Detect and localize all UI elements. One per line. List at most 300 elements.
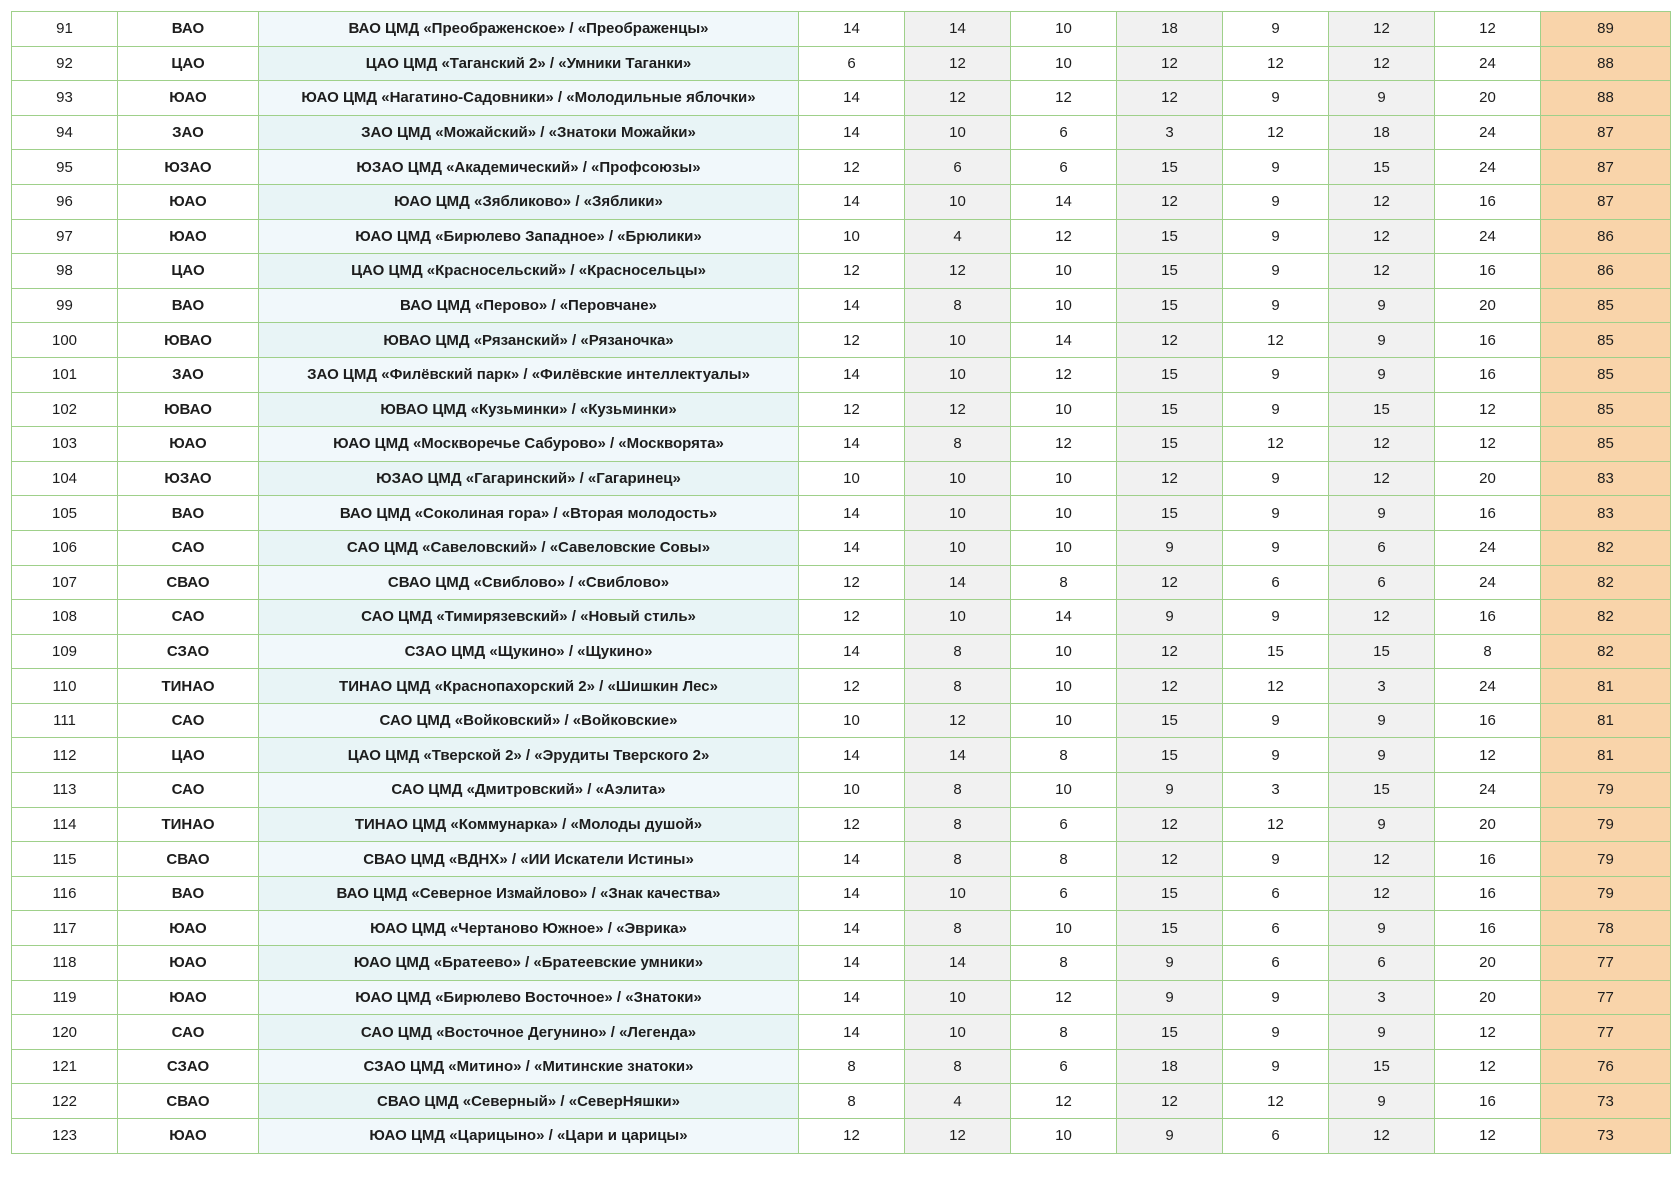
- table-row: [12, 980, 1671, 1015]
- score-cell-6: 12: [1329, 1119, 1435, 1154]
- row-number-cell: 115: [12, 842, 118, 877]
- score-cell-4: 15: [1117, 496, 1223, 531]
- score-cell-7: 12: [1435, 738, 1541, 773]
- total-score-cell: 76: [1541, 1049, 1671, 1084]
- team-name-cell: ВАО ЦМД «Преображенское» / «Преображенцы»: [259, 12, 799, 47]
- score-cell-1: 14: [799, 288, 905, 323]
- team-name-cell: ЮВАО ЦМД «Рязанский» / «Рязаночка»: [259, 323, 799, 358]
- row-number-cell: 91: [12, 12, 118, 47]
- score-cell-4: 9: [1117, 530, 1223, 565]
- score-cell-6: 15: [1329, 773, 1435, 808]
- score-cell-3: 6: [1011, 1049, 1117, 1084]
- score-cell-5: 15: [1223, 634, 1329, 669]
- score-cell-3: 10: [1011, 288, 1117, 323]
- score-cell-6: 6: [1329, 530, 1435, 565]
- table-row: [12, 115, 1671, 150]
- score-cell-7: 20: [1435, 980, 1541, 1015]
- total-score-cell: 87: [1541, 115, 1671, 150]
- score-cell-2: 8: [905, 807, 1011, 842]
- team-name-cell: ЮЗАО ЦМД «Гагаринский» / «Гагаринец»: [259, 461, 799, 496]
- team-name-cell: ВАО ЦМД «Северное Измайлово» / «Знак качества»: [259, 876, 799, 911]
- score-cell-3: 8: [1011, 842, 1117, 877]
- total-score-cell: 79: [1541, 842, 1671, 877]
- score-cell-1: 14: [799, 634, 905, 669]
- score-cell-5: 9: [1223, 530, 1329, 565]
- score-cell-7: 20: [1435, 81, 1541, 116]
- score-cell-1: 14: [799, 81, 905, 116]
- score-cell-1: 14: [799, 1015, 905, 1050]
- table-row: [12, 773, 1671, 808]
- score-cell-3: 8: [1011, 738, 1117, 773]
- score-cell-4: 12: [1117, 807, 1223, 842]
- row-number-cell: 116: [12, 876, 118, 911]
- district-cell: ЦАО: [118, 738, 259, 773]
- score-cell-7: 24: [1435, 150, 1541, 185]
- score-cell-4: 12: [1117, 46, 1223, 81]
- score-cell-5: 9: [1223, 600, 1329, 635]
- team-name-cell: ЮАО ЦМД «Братеево» / «Братеевские умники»: [259, 946, 799, 981]
- score-cell-2: 14: [905, 565, 1011, 600]
- score-cell-4: 12: [1117, 461, 1223, 496]
- team-name-cell: ТИНАО ЦМД «Коммунарка» / «Молоды душой»: [259, 807, 799, 842]
- score-cell-5: 9: [1223, 738, 1329, 773]
- score-cell-6: 12: [1329, 600, 1435, 635]
- score-cell-5: 6: [1223, 1119, 1329, 1154]
- score-cell-7: 16: [1435, 323, 1541, 358]
- score-cell-3: 10: [1011, 911, 1117, 946]
- score-cell-3: 10: [1011, 530, 1117, 565]
- score-cell-4: 15: [1117, 876, 1223, 911]
- score-cell-3: 6: [1011, 876, 1117, 911]
- total-score-cell: 85: [1541, 323, 1671, 358]
- score-cell-5: 9: [1223, 357, 1329, 392]
- team-name-cell: ЗАО ЦМД «Можайский» / «Знатоки Можайки»: [259, 115, 799, 150]
- total-score-cell: 87: [1541, 184, 1671, 219]
- score-cell-1: 12: [799, 565, 905, 600]
- score-cell-2: 12: [905, 1119, 1011, 1154]
- score-cell-7: 8: [1435, 634, 1541, 669]
- score-cell-3: 10: [1011, 254, 1117, 289]
- table-row: [12, 46, 1671, 81]
- row-number-cell: 117: [12, 911, 118, 946]
- score-cell-1: 10: [799, 703, 905, 738]
- score-cell-2: 4: [905, 1084, 1011, 1119]
- total-score-cell: 81: [1541, 703, 1671, 738]
- team-name-cell: ЮЗАО ЦМД «Академический» / «Профсоюзы»: [259, 150, 799, 185]
- score-cell-4: 9: [1117, 1119, 1223, 1154]
- score-cell-7: 12: [1435, 427, 1541, 462]
- score-cell-5: 12: [1223, 669, 1329, 704]
- score-cell-1: 12: [799, 669, 905, 704]
- score-cell-1: 14: [799, 496, 905, 531]
- score-cell-3: 8: [1011, 1015, 1117, 1050]
- table-row: [12, 842, 1671, 877]
- score-cell-6: 9: [1329, 1084, 1435, 1119]
- score-cell-5: 9: [1223, 842, 1329, 877]
- score-cell-2: 10: [905, 115, 1011, 150]
- score-cell-2: 10: [905, 600, 1011, 635]
- score-cell-4: 12: [1117, 184, 1223, 219]
- score-cell-5: 9: [1223, 12, 1329, 47]
- district-cell: ЦАО: [118, 254, 259, 289]
- score-cell-6: 9: [1329, 703, 1435, 738]
- score-cell-2: 10: [905, 184, 1011, 219]
- score-cell-1: 14: [799, 876, 905, 911]
- score-cell-7: 20: [1435, 807, 1541, 842]
- score-cell-7: 20: [1435, 288, 1541, 323]
- row-number-cell: 118: [12, 946, 118, 981]
- team-name-cell: ЦАО ЦМД «Таганский 2» / «Умники Таганки»: [259, 46, 799, 81]
- district-cell: ЦАО: [118, 46, 259, 81]
- score-cell-6: 9: [1329, 323, 1435, 358]
- score-cell-1: 12: [799, 600, 905, 635]
- score-cell-4: 12: [1117, 842, 1223, 877]
- score-cell-6: 12: [1329, 427, 1435, 462]
- table-row: [12, 323, 1671, 358]
- team-name-cell: СЗАО ЦМД «Митино» / «Митинские знатоки»: [259, 1049, 799, 1084]
- row-number-cell: 112: [12, 738, 118, 773]
- team-name-cell: СВАО ЦМД «Свиблово» / «Свиблово»: [259, 565, 799, 600]
- total-score-cell: 86: [1541, 254, 1671, 289]
- team-name-cell: ВАО ЦМД «Перово» / «Перовчане»: [259, 288, 799, 323]
- district-cell: ЮВАО: [118, 323, 259, 358]
- score-cell-5: 9: [1223, 254, 1329, 289]
- score-cell-6: 6: [1329, 946, 1435, 981]
- district-cell: ЮЗАО: [118, 461, 259, 496]
- row-number-cell: 98: [12, 254, 118, 289]
- score-cell-5: 12: [1223, 115, 1329, 150]
- table-row: [12, 427, 1671, 462]
- score-cell-3: 12: [1011, 427, 1117, 462]
- score-cell-3: 8: [1011, 565, 1117, 600]
- total-score-cell: 81: [1541, 669, 1671, 704]
- score-cell-6: 15: [1329, 150, 1435, 185]
- table-row: [12, 357, 1671, 392]
- score-cell-1: 14: [799, 530, 905, 565]
- score-cell-6: 3: [1329, 980, 1435, 1015]
- score-cell-4: 15: [1117, 1015, 1223, 1050]
- score-cell-1: 8: [799, 1084, 905, 1119]
- team-name-cell: САО ЦМД «Тимирязевский» / «Новый стиль»: [259, 600, 799, 635]
- team-name-cell: ЮАО ЦМД «Царицыно» / «Цари и царицы»: [259, 1119, 799, 1154]
- score-cell-7: 12: [1435, 1049, 1541, 1084]
- score-cell-1: 12: [799, 150, 905, 185]
- score-cell-7: 24: [1435, 565, 1541, 600]
- row-number-cell: 113: [12, 773, 118, 808]
- total-score-cell: 77: [1541, 980, 1671, 1015]
- score-cell-4: 15: [1117, 254, 1223, 289]
- total-score-cell: 73: [1541, 1084, 1671, 1119]
- district-cell: САО: [118, 530, 259, 565]
- score-cell-2: 8: [905, 288, 1011, 323]
- team-name-cell: ЗАО ЦМД «Филёвский парк» / «Филёвские интеллектуалы»: [259, 357, 799, 392]
- district-cell: СВАО: [118, 565, 259, 600]
- team-name-cell: СВАО ЦМД «Северный» / «СеверНяшки»: [259, 1084, 799, 1119]
- score-cell-7: 16: [1435, 184, 1541, 219]
- team-name-cell: ЮАО ЦМД «Бирюлево Западное» / «Брюлики»: [259, 219, 799, 254]
- score-cell-2: 8: [905, 773, 1011, 808]
- score-cell-3: 14: [1011, 323, 1117, 358]
- table-row: [12, 807, 1671, 842]
- score-cell-7: 20: [1435, 946, 1541, 981]
- team-name-cell: САО ЦМД «Восточное Дегунино» / «Легенда»: [259, 1015, 799, 1050]
- table-row: [12, 669, 1671, 704]
- total-score-cell: 85: [1541, 427, 1671, 462]
- score-cell-4: 12: [1117, 669, 1223, 704]
- total-score-cell: 85: [1541, 392, 1671, 427]
- team-name-cell: ЮАО ЦМД «Нагатино-Садовники» / «Молодильные яблочки»: [259, 81, 799, 116]
- row-number-cell: 102: [12, 392, 118, 427]
- score-cell-1: 14: [799, 980, 905, 1015]
- team-name-cell: САО ЦМД «Савеловский» / «Савеловские Совы»: [259, 530, 799, 565]
- score-cell-7: 12: [1435, 1119, 1541, 1154]
- score-cell-7: 16: [1435, 357, 1541, 392]
- score-cell-6: 12: [1329, 184, 1435, 219]
- score-cell-2: 10: [905, 496, 1011, 531]
- total-score-cell: 81: [1541, 738, 1671, 773]
- row-number-cell: 99: [12, 288, 118, 323]
- total-score-cell: 77: [1541, 946, 1671, 981]
- table-row: [12, 738, 1671, 773]
- score-cell-2: 8: [905, 427, 1011, 462]
- score-cell-7: 24: [1435, 530, 1541, 565]
- total-score-cell: 85: [1541, 357, 1671, 392]
- row-number-cell: 101: [12, 357, 118, 392]
- score-cell-4: 15: [1117, 738, 1223, 773]
- row-number-cell: 93: [12, 81, 118, 116]
- district-cell: ЮАО: [118, 946, 259, 981]
- total-score-cell: 82: [1541, 600, 1671, 635]
- score-cell-6: 9: [1329, 911, 1435, 946]
- score-cell-2: 8: [905, 669, 1011, 704]
- score-cell-7: 24: [1435, 669, 1541, 704]
- score-cell-6: 9: [1329, 357, 1435, 392]
- row-number-cell: 106: [12, 530, 118, 565]
- total-score-cell: 77: [1541, 1015, 1671, 1050]
- district-cell: ЮАО: [118, 81, 259, 116]
- district-cell: СВАО: [118, 842, 259, 877]
- team-name-cell: ЮАО ЦМД «Чертаново Южное» / «Эврика»: [259, 911, 799, 946]
- score-cell-2: 12: [905, 81, 1011, 116]
- score-cell-2: 12: [905, 254, 1011, 289]
- score-cell-7: 16: [1435, 496, 1541, 531]
- score-cell-5: 9: [1223, 81, 1329, 116]
- team-name-cell: САО ЦМД «Дмитровский» / «Аэлита»: [259, 773, 799, 808]
- total-score-cell: 82: [1541, 565, 1671, 600]
- table-row: [12, 461, 1671, 496]
- total-score-cell: 83: [1541, 461, 1671, 496]
- score-cell-2: 12: [905, 703, 1011, 738]
- score-cell-3: 10: [1011, 773, 1117, 808]
- row-number-cell: 103: [12, 427, 118, 462]
- district-cell: СЗАО: [118, 634, 259, 669]
- score-cell-3: 10: [1011, 634, 1117, 669]
- score-cell-6: 12: [1329, 876, 1435, 911]
- score-cell-6: 15: [1329, 1049, 1435, 1084]
- district-cell: ЮЗАО: [118, 150, 259, 185]
- table-row: [12, 150, 1671, 185]
- row-number-cell: 92: [12, 46, 118, 81]
- district-cell: ЮВАО: [118, 392, 259, 427]
- row-number-cell: 120: [12, 1015, 118, 1050]
- score-cell-1: 6: [799, 46, 905, 81]
- score-cell-5: 12: [1223, 1084, 1329, 1119]
- score-cell-4: 18: [1117, 12, 1223, 47]
- total-score-cell: 82: [1541, 530, 1671, 565]
- team-name-cell: САО ЦМД «Войковский» / «Войковские»: [259, 703, 799, 738]
- score-cell-6: 12: [1329, 12, 1435, 47]
- row-number-cell: 100: [12, 323, 118, 358]
- row-number-cell: 119: [12, 980, 118, 1015]
- score-cell-1: 14: [799, 427, 905, 462]
- total-score-cell: 82: [1541, 634, 1671, 669]
- score-cell-2: 14: [905, 946, 1011, 981]
- score-cell-1: 12: [799, 392, 905, 427]
- row-number-cell: 110: [12, 669, 118, 704]
- row-number-cell: 109: [12, 634, 118, 669]
- score-cell-5: 12: [1223, 807, 1329, 842]
- score-cell-4: 15: [1117, 427, 1223, 462]
- score-cell-3: 12: [1011, 1084, 1117, 1119]
- score-cell-1: 14: [799, 911, 905, 946]
- table-row: [12, 600, 1671, 635]
- score-cell-3: 10: [1011, 392, 1117, 427]
- score-cell-7: 24: [1435, 115, 1541, 150]
- score-cell-3: 6: [1011, 807, 1117, 842]
- total-score-cell: 73: [1541, 1119, 1671, 1154]
- table-row: [12, 184, 1671, 219]
- score-cell-6: 12: [1329, 219, 1435, 254]
- score-cell-6: 18: [1329, 115, 1435, 150]
- score-cell-6: 9: [1329, 81, 1435, 116]
- total-score-cell: 86: [1541, 219, 1671, 254]
- score-cell-6: 6: [1329, 565, 1435, 600]
- total-score-cell: 78: [1541, 911, 1671, 946]
- score-cell-1: 14: [799, 12, 905, 47]
- total-score-cell: 79: [1541, 876, 1671, 911]
- score-cell-5: 6: [1223, 565, 1329, 600]
- score-cell-7: 16: [1435, 600, 1541, 635]
- score-cell-7: 16: [1435, 911, 1541, 946]
- table-row: [12, 946, 1671, 981]
- district-cell: ЮАО: [118, 1119, 259, 1154]
- score-cell-7: 12: [1435, 12, 1541, 47]
- score-cell-1: 14: [799, 184, 905, 219]
- score-cell-1: 14: [799, 946, 905, 981]
- total-score-cell: 88: [1541, 46, 1671, 81]
- score-cell-1: 8: [799, 1049, 905, 1084]
- total-score-cell: 85: [1541, 288, 1671, 323]
- score-cell-5: 9: [1223, 288, 1329, 323]
- score-cell-3: 10: [1011, 12, 1117, 47]
- score-cell-6: 9: [1329, 288, 1435, 323]
- score-cell-6: 9: [1329, 496, 1435, 531]
- score-cell-2: 10: [905, 1015, 1011, 1050]
- score-cell-4: 9: [1117, 600, 1223, 635]
- team-name-cell: ЮАО ЦМД «Москворечье Сабурово» / «Москворята»: [259, 427, 799, 462]
- score-cell-7: 16: [1435, 703, 1541, 738]
- score-cell-4: 15: [1117, 392, 1223, 427]
- score-cell-7: 16: [1435, 254, 1541, 289]
- score-cell-6: 9: [1329, 807, 1435, 842]
- score-cell-5: 6: [1223, 946, 1329, 981]
- score-cell-5: 12: [1223, 323, 1329, 358]
- row-number-cell: 96: [12, 184, 118, 219]
- total-score-cell: 79: [1541, 807, 1671, 842]
- row-number-cell: 97: [12, 219, 118, 254]
- district-cell: ЮАО: [118, 219, 259, 254]
- score-cell-7: 20: [1435, 461, 1541, 496]
- score-cell-2: 12: [905, 392, 1011, 427]
- table-row: [12, 530, 1671, 565]
- score-cell-5: 9: [1223, 703, 1329, 738]
- total-score-cell: 79: [1541, 773, 1671, 808]
- score-cell-3: 12: [1011, 219, 1117, 254]
- score-cell-2: 8: [905, 911, 1011, 946]
- score-cell-7: 16: [1435, 1084, 1541, 1119]
- district-cell: ВАО: [118, 496, 259, 531]
- score-cell-5: 9: [1223, 1049, 1329, 1084]
- score-cell-3: 12: [1011, 357, 1117, 392]
- team-name-cell: ТИНАО ЦМД «Краснопахорский 2» / «Шишкин Лес»: [259, 669, 799, 704]
- district-cell: ЮАО: [118, 427, 259, 462]
- total-score-cell: 87: [1541, 150, 1671, 185]
- district-cell: ВАО: [118, 876, 259, 911]
- score-cell-7: 16: [1435, 876, 1541, 911]
- row-number-cell: 108: [12, 600, 118, 635]
- score-cell-3: 10: [1011, 1119, 1117, 1154]
- score-cell-5: 9: [1223, 184, 1329, 219]
- score-cell-6: 15: [1329, 634, 1435, 669]
- score-cell-2: 10: [905, 357, 1011, 392]
- district-cell: ТИНАО: [118, 807, 259, 842]
- score-cell-4: 12: [1117, 565, 1223, 600]
- score-cell-3: 12: [1011, 980, 1117, 1015]
- district-cell: СЗАО: [118, 1049, 259, 1084]
- score-cell-1: 14: [799, 357, 905, 392]
- score-cell-1: 12: [799, 1119, 905, 1154]
- score-cell-1: 14: [799, 115, 905, 150]
- row-number-cell: 105: [12, 496, 118, 531]
- district-cell: САО: [118, 600, 259, 635]
- score-cell-4: 9: [1117, 773, 1223, 808]
- district-cell: ТИНАО: [118, 669, 259, 704]
- district-cell: СВАО: [118, 1084, 259, 1119]
- score-cell-1: 14: [799, 738, 905, 773]
- score-cell-4: 9: [1117, 980, 1223, 1015]
- score-cell-4: 18: [1117, 1049, 1223, 1084]
- score-cell-1: 10: [799, 219, 905, 254]
- team-name-cell: ВАО ЦМД «Соколиная гора» / «Вторая молодость»: [259, 496, 799, 531]
- score-cell-4: 15: [1117, 911, 1223, 946]
- results-table: [11, 11, 1671, 1154]
- table-row: [12, 565, 1671, 600]
- team-name-cell: СЗАО ЦМД «Щукино» / «Щукино»: [259, 634, 799, 669]
- row-number-cell: 114: [12, 807, 118, 842]
- score-cell-2: 10: [905, 980, 1011, 1015]
- score-cell-2: 10: [905, 323, 1011, 358]
- total-score-cell: 89: [1541, 12, 1671, 47]
- row-number-cell: 94: [12, 115, 118, 150]
- score-cell-3: 12: [1011, 81, 1117, 116]
- table-row: [12, 219, 1671, 254]
- table-row: [12, 1084, 1671, 1119]
- team-name-cell: ЮАО ЦМД «Бирюлево Восточное» / «Знатоки»: [259, 980, 799, 1015]
- score-cell-1: 14: [799, 842, 905, 877]
- score-cell-2: 14: [905, 738, 1011, 773]
- score-cell-2: 8: [905, 634, 1011, 669]
- score-cell-3: 10: [1011, 669, 1117, 704]
